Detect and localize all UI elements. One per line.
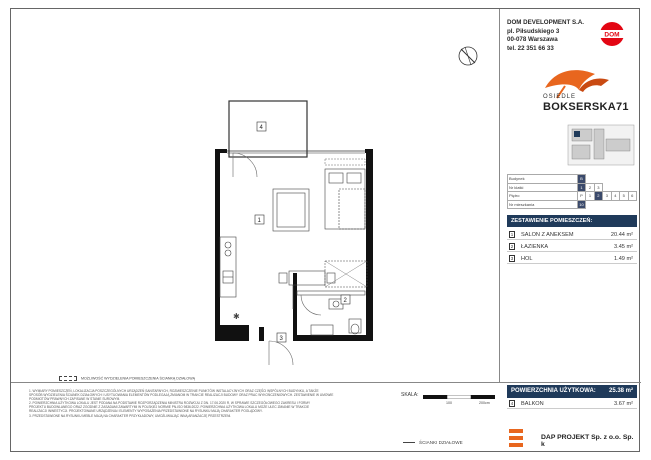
info-row-label: Budynek xyxy=(508,175,578,184)
info-row-label: Nr mieszkania xyxy=(508,200,578,209)
info-cell: B xyxy=(577,175,585,184)
room-num: 2 xyxy=(510,243,514,249)
bed xyxy=(325,169,365,229)
room-row xyxy=(507,229,637,240)
room-name: HOL xyxy=(521,255,533,262)
dom-development-logo xyxy=(597,21,627,47)
room-area: 1.49 m² xyxy=(614,255,633,262)
room-num: 1 xyxy=(510,231,514,237)
info-row-label: Nr klatki xyxy=(508,183,578,192)
note-line: 2. POWIERZCHNIA UŻYTKOWA LOKALU JEST PODANA NA PODSTAWIE ROZPORZĄDZENIA MINISTRA ROZWOJU Z DN. 17.06.2020 R. W SPRAWIE SZCZEGÓŁOWEGO ZAKRESU I FORMY xyxy=(29,401,311,406)
scale-end: 200cm xyxy=(479,401,490,405)
rooms-header: ZESTAWIENIE POMIESZCZEŃ: xyxy=(507,215,637,227)
unit-info-table xyxy=(507,174,637,209)
balcony-number: 4 xyxy=(510,401,514,406)
info-cell: 2 xyxy=(594,192,602,201)
total-area-bar xyxy=(507,385,637,398)
legend-walls: MOŻLIWOŚĆ WYDZIELENIA POMIESZCZENIA ŚCIANKĄ DZIAŁOWĄ xyxy=(59,376,195,381)
info-cell: 3 xyxy=(594,183,602,192)
estate-name-line2: BOKSERSKA71 xyxy=(543,101,629,113)
balcony-area: 3.67 m² xyxy=(614,401,633,407)
info-cell: 3 xyxy=(603,192,611,201)
footer-divider xyxy=(11,382,641,383)
sofa xyxy=(273,189,309,231)
scale-mid: 100 xyxy=(446,401,452,405)
scale-bar xyxy=(423,395,495,399)
company-info xyxy=(507,19,584,53)
north-compass-icon xyxy=(457,45,479,67)
note-line: 1. WYMIARY POMIESZCZEŃ, LOKALIZACJA POSZCZEGÓLNYCH URZĄDZEŃ SANITARNYCH, ROZMIESZCZENIE PUNKTÓW INSTALACYJNYCH ORAZ CZĘŚCI WSPÓLNYCH BUDYNKU, A TAKŻE xyxy=(29,389,319,393)
scale-label: SKALA: xyxy=(401,392,419,398)
dashed-box-icon xyxy=(59,376,77,381)
note-line: PODMIOTÓW PRAWNYCH ZAPISANE W STANIE SUROWYM. xyxy=(29,397,121,402)
legal-notes xyxy=(29,389,389,418)
partition-line-icon xyxy=(403,442,415,443)
building-key-plan xyxy=(566,119,636,169)
floor-plan-sheet xyxy=(10,8,640,452)
info-row xyxy=(508,183,637,192)
room-area: 20.44 m² xyxy=(610,231,633,238)
dap-projekt-text: DAP PROJEKT Sp. z o.o. Sp. k xyxy=(541,434,634,448)
info-cell: 2 xyxy=(586,183,594,192)
company-city: 00-078 Warszawa xyxy=(507,36,558,44)
dom-logo-text: DOM xyxy=(604,31,620,39)
room-row xyxy=(507,253,637,264)
kitchen-counter xyxy=(220,237,236,297)
partition-legend: ŚCIANKI DZIAŁOWE xyxy=(403,440,463,445)
room-label-3: 3 xyxy=(279,336,283,342)
column-divider xyxy=(499,9,500,382)
room-name: ŁAZIENKA xyxy=(521,243,549,250)
room-area: 3.45 m² xyxy=(614,243,633,250)
room-row xyxy=(507,241,637,252)
floor-plan xyxy=(11,9,499,382)
company-street: pl. Piłsudskiego 3 xyxy=(507,27,560,35)
total-area-value: 25.38 m² xyxy=(608,388,633,394)
room-num: 3 xyxy=(510,255,514,261)
info-cell: P xyxy=(577,192,585,201)
company-phone: tel. 22 351 66 33 xyxy=(507,44,554,52)
balcony-row xyxy=(507,399,637,409)
room-label-1: 1 xyxy=(257,218,261,224)
note-line: REALIZACJI INWESTYCJI. PROJEKTOWANE URZĄDZENIA I ELEMENTY WYPOSAŻENIA PRZEDSTAWIONE NA RYSUNKU MAJĄ CHARAKTER POGLĄDOWY. xyxy=(29,409,263,414)
dining-table xyxy=(279,271,335,309)
dap-projekt-logo xyxy=(509,429,523,447)
info-row xyxy=(508,175,637,184)
ventilation-icon: ✱ xyxy=(233,312,240,321)
room-label-2: 2 xyxy=(343,298,347,304)
room-name: SALON Z ANEKSEM xyxy=(521,231,574,238)
info-row xyxy=(508,200,637,209)
info-cell: 4 xyxy=(611,192,619,201)
bathroom-fixtures xyxy=(297,291,365,335)
company-name: DOM DEVELOPMENT S.A. xyxy=(507,19,585,26)
info-cell: 5 xyxy=(620,192,628,201)
info-cell: 1 xyxy=(577,183,585,192)
info-cell: 6 xyxy=(628,192,637,201)
info-cell: 1 xyxy=(586,192,594,201)
balcony-outline xyxy=(229,101,307,157)
info-row-label: Piętro xyxy=(508,192,578,201)
room-label-4: 4 xyxy=(259,125,263,131)
info-row xyxy=(508,192,637,201)
estate-name-line1: OSIEDLE xyxy=(543,94,577,100)
balcony-name: BALKON xyxy=(521,401,544,407)
note-line: 3. PRZEDSTAWIONE NA RYSUNKU MEBLE MAJĄ NA CHARAKTER PRZYKŁADOWY, UMOŻLIWIAJĄC INNĄ ARANŻACJĘ PRZESTRZENI. xyxy=(29,413,232,418)
note-line: PROJEKTU BUDOWLANEGO ORAZ ZGODNIE Z ZASADAMI ZAWARTYMI W POLSKIEJ NORMIE PN-ISO 9836:2022. POWIERZCHNIA UŻYTKOWA LOKALU MOŻE ULEC ZMIANIE W TRAKCIE xyxy=(29,405,310,410)
info-cell: 10 xyxy=(579,202,584,208)
note-line: SPOSÓB WYDZIELENIA ŚCIANEK DZIAŁOWYCH I USYTUOWANIA ELEMENTÓW PODLEGAJĄ ZMIANOM W TRAKCIE REALIZACJI BUDOWY ORAZ PRAC WYKOŃCZENIOWYCH. ZESTAWIENIE W UMOWIE xyxy=(29,393,334,398)
total-area-label: POWIERZCHNIA UŻYTKOWA: xyxy=(511,388,596,394)
